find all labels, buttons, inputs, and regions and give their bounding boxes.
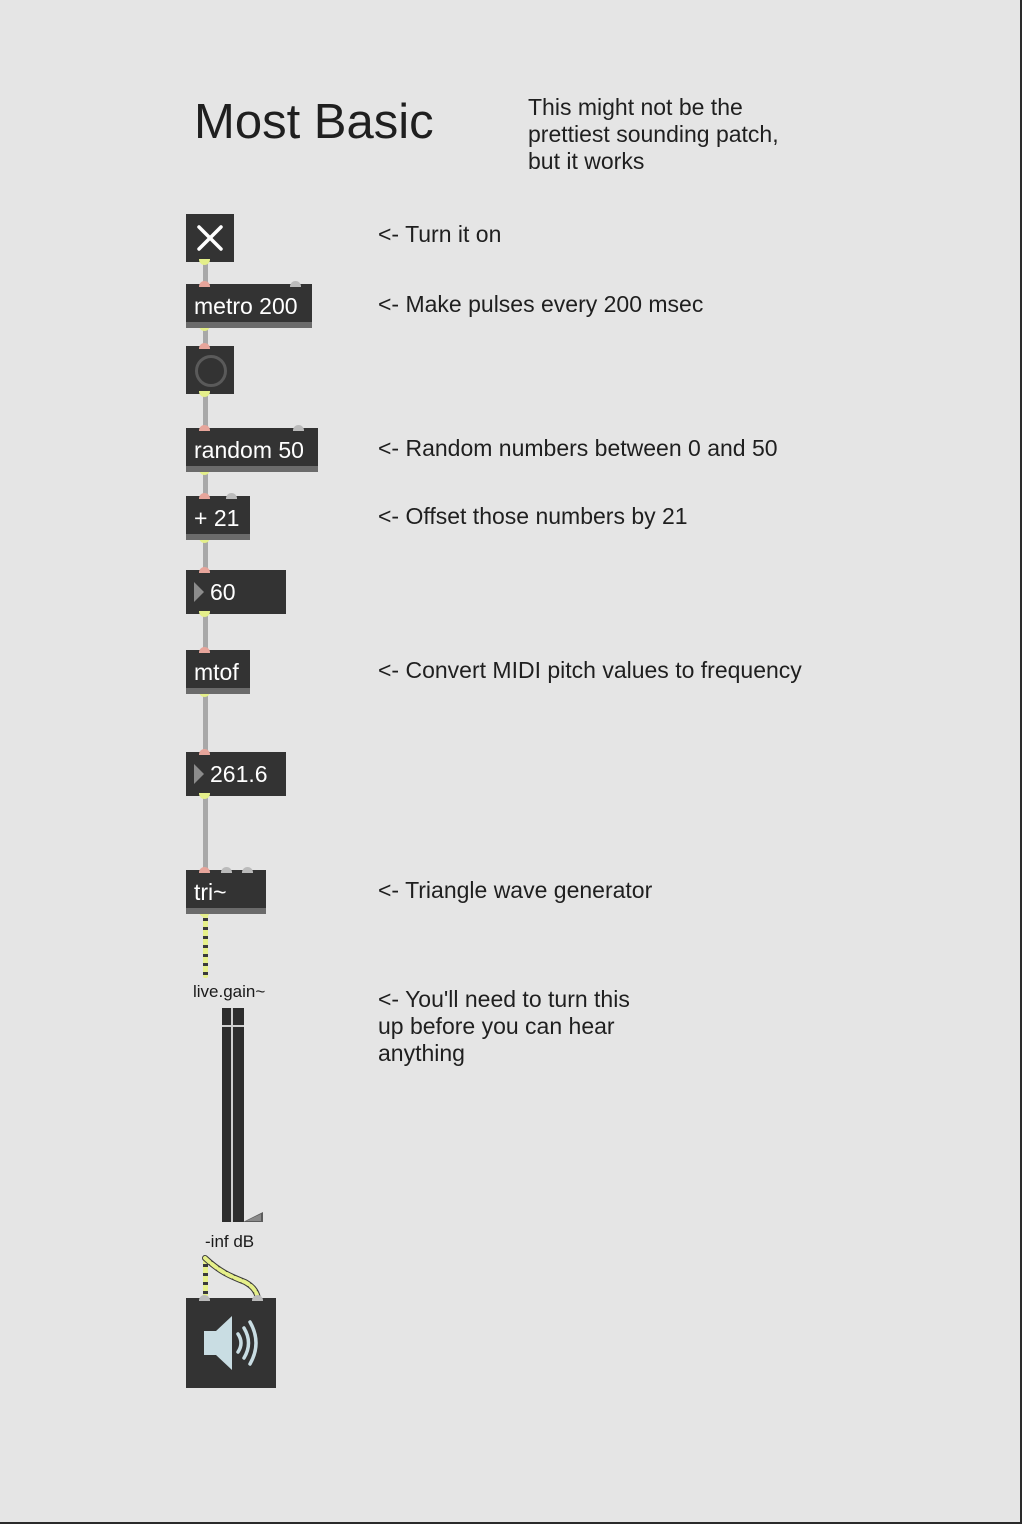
live-gain-slider[interactable]: [222, 1008, 244, 1222]
toggle-outlet[interactable]: [199, 259, 210, 265]
plus-label: + 21: [194, 505, 240, 531]
mtof-outlet[interactable]: [199, 691, 210, 697]
metro-label: metro 200: [194, 293, 298, 319]
number-float-outlet[interactable]: [199, 793, 210, 799]
metro-outlet[interactable]: [199, 325, 210, 331]
number-triangle-icon: [194, 582, 204, 602]
random-object[interactable]: [186, 428, 318, 472]
gain-meter-topline: [222, 1025, 244, 1027]
tri-inlet-3[interactable]: [242, 867, 253, 873]
patch-title: Most Basic: [194, 95, 434, 149]
tri-inlet-2[interactable]: [221, 867, 232, 873]
live-gain-value: -inf dB: [205, 1232, 255, 1251]
circle-icon: [195, 355, 227, 387]
mtof-label: mtof: [194, 659, 239, 685]
dac-inlet-right[interactable]: [252, 1295, 263, 1301]
number-triangle-icon: [194, 764, 204, 784]
comment-plus: <- Offset those numbers by 21: [378, 503, 688, 529]
metro-inlet-right[interactable]: [290, 281, 301, 287]
number-int-outlet[interactable]: [199, 611, 210, 617]
metro-inlet-left[interactable]: [199, 281, 210, 287]
plus-outlet[interactable]: [199, 537, 210, 543]
toggle-object[interactable]: [186, 214, 234, 262]
comment-mtof: <- Convert MIDI pitch values to frequency: [378, 657, 802, 683]
number-int-inlet[interactable]: [199, 567, 210, 573]
number-float-inlet[interactable]: [199, 749, 210, 755]
tri-outlet[interactable]: [199, 911, 210, 917]
comment-tri: <- Triangle wave generator: [378, 877, 653, 903]
cord-float-tri[interactable]: [203, 794, 208, 872]
signal-cord-tri-gain[interactable]: [203, 912, 208, 978]
speaker-icon: [186, 1298, 276, 1388]
plus-object[interactable]: [186, 496, 250, 540]
intro-comment: This might not be the prettiest sounding patch, but it works: [528, 94, 779, 174]
number-int-value: 60: [210, 579, 236, 605]
number-box-int[interactable]: [186, 570, 286, 614]
comment-turn-on: <- Turn it on: [378, 221, 502, 247]
number-float-value: 261.6: [210, 761, 268, 787]
ezdac-object[interactable]: [186, 1298, 276, 1388]
comment-metro: <- Make pulses every 200 msec: [378, 291, 704, 317]
bang-object[interactable]: [186, 346, 234, 394]
mtof-object[interactable]: [186, 650, 250, 694]
plus-inlet-right[interactable]: [226, 493, 237, 499]
cord-mtof-float[interactable]: [203, 690, 208, 754]
random-outlet[interactable]: [199, 469, 210, 475]
random-inlet-right[interactable]: [293, 425, 304, 431]
gain-meter-divider: [231, 1008, 233, 1222]
number-box-float[interactable]: [186, 752, 286, 796]
gain-handle-icon[interactable]: [243, 1212, 263, 1222]
tri-object[interactable]: [186, 870, 266, 914]
plus-inlet-left[interactable]: [199, 493, 210, 499]
live-gain-label: live.gain~: [193, 982, 266, 1001]
comment-random: <- Random numbers between 0 and 50: [378, 435, 778, 461]
metro-object[interactable]: [186, 284, 312, 328]
bang-outlet[interactable]: [199, 391, 210, 397]
dac-inlet-left[interactable]: [199, 1295, 210, 1301]
comment-gain: <- You'll need to turn this up before you can hear anything: [378, 986, 630, 1066]
random-label: random 50: [194, 437, 304, 463]
random-inlet-left[interactable]: [199, 425, 210, 431]
mtof-inlet[interactable]: [199, 647, 210, 653]
x-icon: [186, 214, 234, 262]
bang-inlet[interactable]: [199, 343, 210, 349]
tri-inlet-1[interactable]: [199, 867, 210, 873]
tri-label: tri~: [194, 879, 227, 905]
